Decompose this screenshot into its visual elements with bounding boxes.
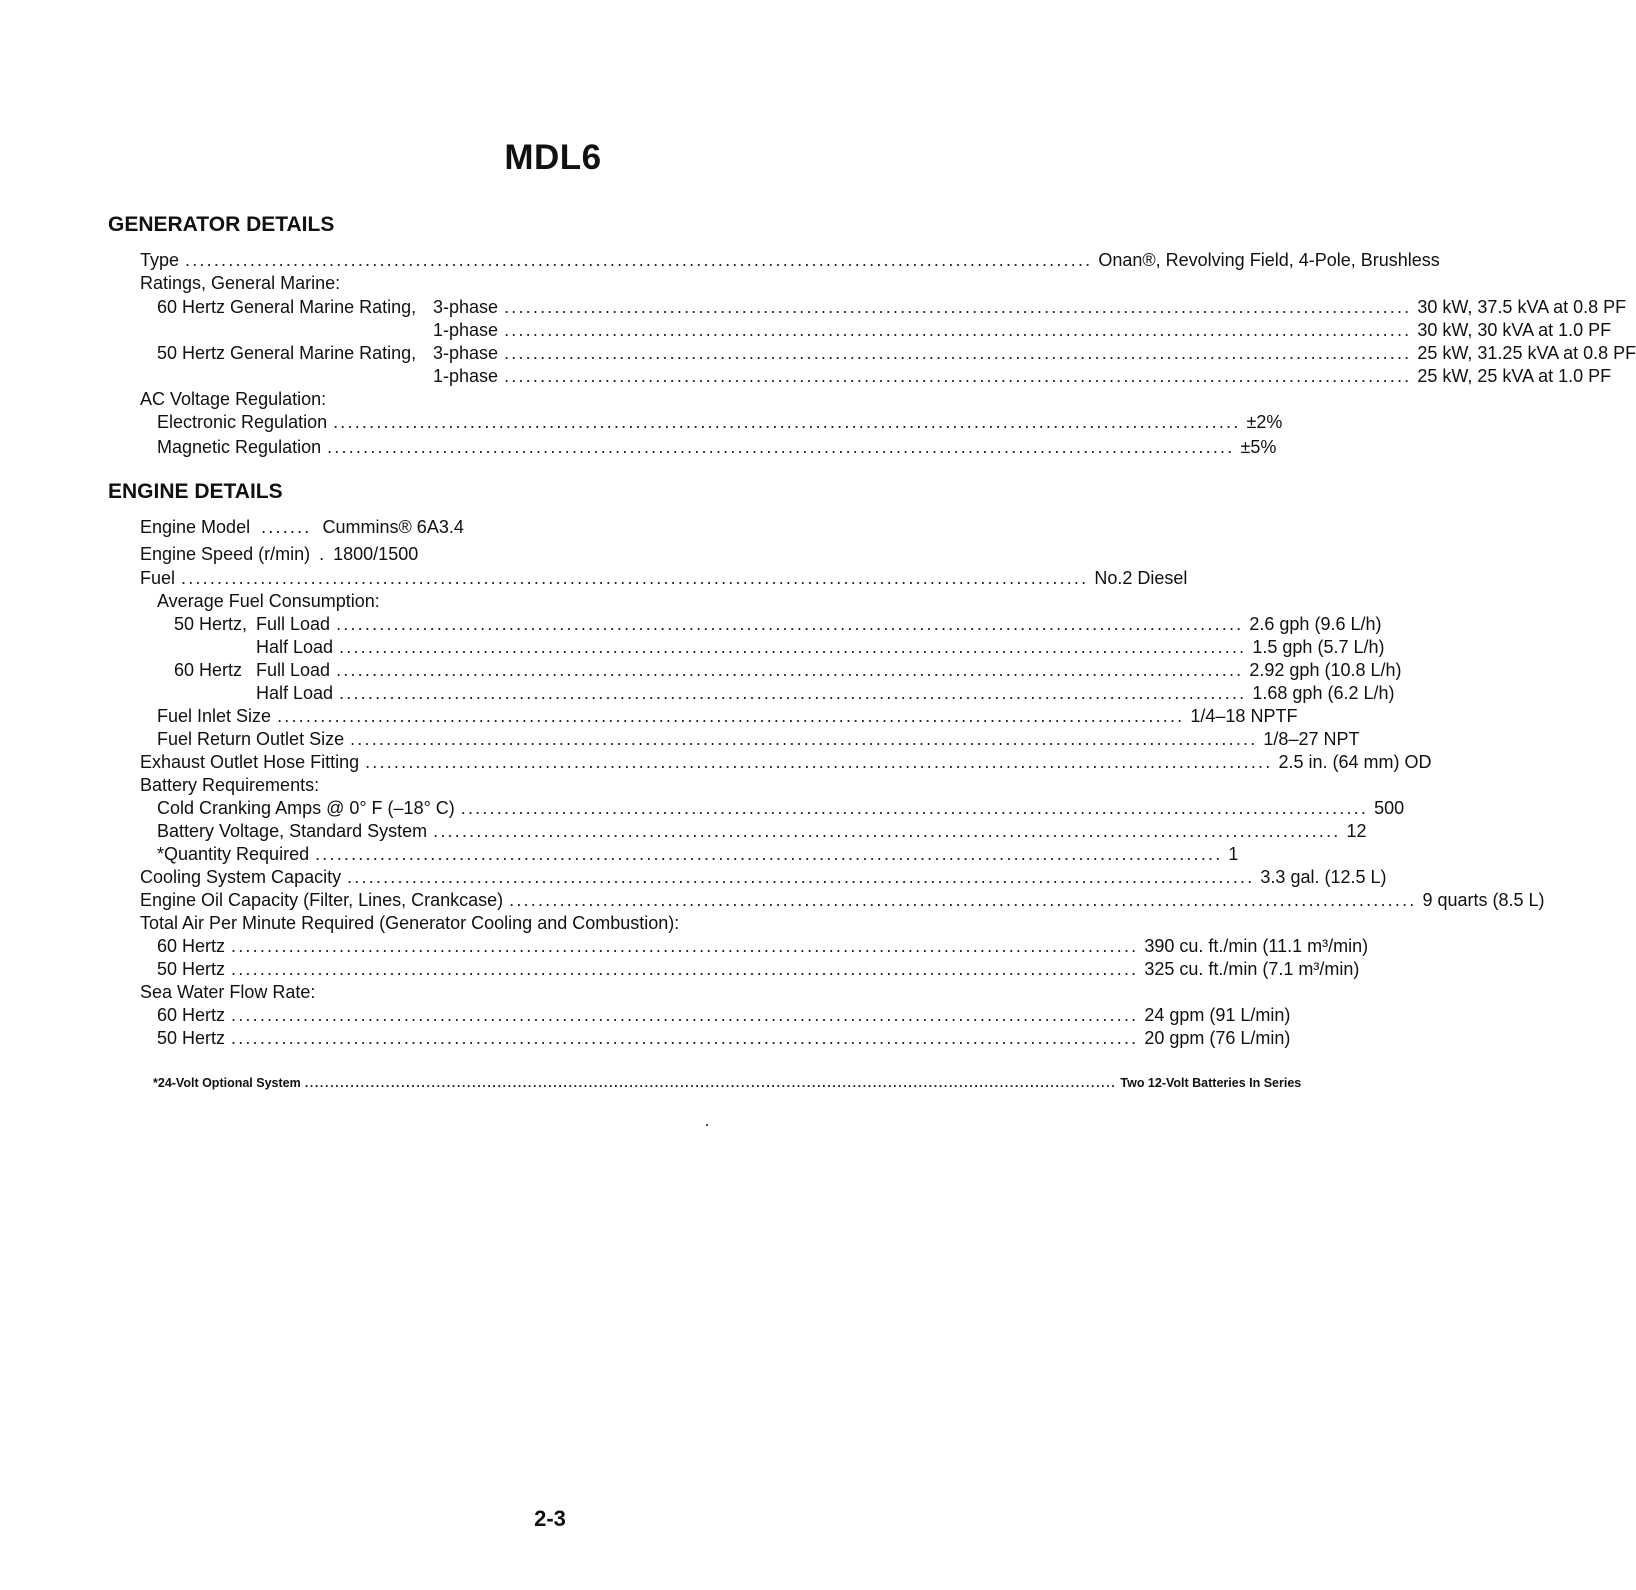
engine-model-value: Cummins® 6A3.4 bbox=[322, 517, 464, 537]
quantity-value: 1 bbox=[1228, 844, 1239, 864]
footnote-value: Two 12-Volt Batteries In Series bbox=[1120, 1076, 1302, 1090]
avg-fuel-consumption-label: Average Fuel Consumption: bbox=[157, 591, 380, 611]
fuel-inlet-row bbox=[157, 705, 1298, 727]
page-number: 2-3 bbox=[534, 1506, 566, 1531]
sea-50hz-value: 20 gpm (76 L/min) bbox=[1144, 1028, 1291, 1048]
leader-dots: . bbox=[319, 544, 325, 564]
leader-dots: .............................................................................................................................. bbox=[504, 366, 1412, 386]
rating-value: 25 kW, 31.25 kVA at 0.8 PF bbox=[1417, 343, 1636, 363]
consumption-value: 2.6 gph (9.6 L/h) bbox=[1249, 614, 1382, 634]
leader-dots: .............................................................................................................................. bbox=[347, 867, 1255, 887]
air-60hz-value: 390 cu. ft./min (11.1 m³/min) bbox=[1144, 936, 1369, 956]
scan-speck bbox=[706, 1124, 708, 1126]
quantity-label: *Quantity Required bbox=[157, 844, 310, 864]
footnote-label: *24-Volt Optional System bbox=[153, 1076, 301, 1090]
leader-dots: .............................................................................................................................. bbox=[350, 729, 1258, 749]
load-label: Full Load bbox=[256, 614, 331, 634]
magnetic-regulation-row bbox=[157, 436, 1277, 458]
leader-dots: .............................................................................................................................. bbox=[433, 821, 1341, 841]
leader-dots: .............................................................................................................................. bbox=[339, 637, 1247, 657]
rating-value: 30 kW, 30 kVA at 1.0 PF bbox=[1417, 320, 1612, 340]
leader-dots: .............................................................................................................................. bbox=[336, 660, 1244, 680]
phase-label: 3-phase bbox=[433, 343, 499, 363]
oil-capacity-value: 9 quarts (8.5 L) bbox=[1422, 890, 1545, 910]
leader-dots: .............................................................................................................................. bbox=[339, 683, 1247, 703]
fuel-inlet-label: Fuel Inlet Size bbox=[157, 706, 272, 726]
rating-value: 30 kW, 37.5 kVA at 0.8 PF bbox=[1417, 297, 1627, 317]
leader-dots: .............................................................................................................................. bbox=[504, 320, 1412, 340]
electronic-regulation-value: ±2% bbox=[1246, 412, 1283, 432]
rating-value: 25 kW, 25 kVA at 1.0 PF bbox=[1417, 366, 1612, 386]
leader-dots: .............................................................................................................................. bbox=[509, 890, 1417, 910]
fuel-50hz-full-row bbox=[256, 613, 1382, 635]
fuel-60hz-full-row bbox=[256, 659, 1402, 681]
leader-dots: .............................................................................................................................. bbox=[504, 343, 1412, 363]
oil-capacity-row bbox=[140, 889, 1545, 911]
fuel-inlet-value: 1/4–18 NPTF bbox=[1190, 706, 1298, 726]
sea-60hz-value: 24 gpm (91 L/min) bbox=[1144, 1005, 1291, 1025]
leader-dots: .............................................................................................................................. bbox=[327, 437, 1235, 457]
fuel-row bbox=[140, 567, 1188, 589]
engine-model-row bbox=[140, 516, 464, 538]
leader-dots: ................................................................................................................................................................ bbox=[304, 1076, 1117, 1090]
type-label: Type bbox=[140, 250, 180, 270]
engine-speed-row bbox=[140, 543, 418, 565]
leader-dots: .............................................................................................................................. bbox=[231, 936, 1139, 956]
exhaust-label: Exhaust Outlet Hose Fitting bbox=[140, 752, 360, 772]
consumption-value: 2.92 gph (10.8 L/h) bbox=[1249, 660, 1402, 680]
oil-capacity-label: Engine Oil Capacity (Filter, Lines, Crankcase) bbox=[140, 890, 504, 910]
rating-60hz-label: 60 Hertz General Marine Rating, bbox=[157, 297, 417, 317]
load-label: Half Load bbox=[256, 683, 334, 703]
exhaust-row bbox=[140, 751, 1432, 773]
sea-50hz-row bbox=[157, 1027, 1291, 1049]
leader-dots: .............................................................................................................................. bbox=[365, 752, 1273, 772]
leader-dots: ....... bbox=[261, 517, 312, 537]
sea-water-flow-label: Sea Water Flow Rate: bbox=[140, 982, 316, 1002]
footnote bbox=[153, 1074, 1302, 1092]
leader-dots: .............................................................................................................................. bbox=[336, 614, 1244, 634]
type-row bbox=[140, 249, 1440, 271]
consumption-value: 1.68 gph (6.2 L/h) bbox=[1252, 683, 1395, 703]
electronic-regulation-label: Electronic Regulation bbox=[157, 412, 328, 432]
engine-model-label: Engine Model bbox=[140, 517, 251, 537]
cooling-capacity-row bbox=[140, 866, 1387, 888]
cooling-capacity-value: 3.3 gal. (12.5 L) bbox=[1260, 867, 1387, 887]
sea-60hz-row bbox=[157, 1004, 1291, 1026]
generator-details-heading: GENERATOR DETAILS bbox=[108, 213, 335, 236]
battery-voltage-label: Battery Voltage, Standard System bbox=[157, 821, 428, 841]
phase-label: 3-phase bbox=[433, 297, 499, 317]
rating-60hz-1phase-row bbox=[433, 319, 1612, 341]
air-60hz-row bbox=[157, 935, 1369, 957]
sea-60hz-label: 60 Hertz bbox=[157, 1005, 226, 1025]
magnetic-regulation-value: ±5% bbox=[1240, 437, 1277, 457]
type-value: Onan®, Revolving Field, 4-Pole, Brushless bbox=[1098, 250, 1440, 270]
fuel-50hz-label: 50 Hertz, bbox=[174, 614, 248, 634]
cca-label: Cold Cranking Amps @ 0° F (–18° C) bbox=[157, 798, 455, 818]
load-label: Half Load bbox=[256, 637, 334, 657]
fuel-60hz-label: 60 Hertz bbox=[174, 660, 243, 680]
leader-dots: .............................................................................................................................. bbox=[315, 844, 1223, 864]
cooling-capacity-label: Cooling System Capacity bbox=[140, 867, 342, 887]
fuel-return-label: Fuel Return Outlet Size bbox=[157, 729, 345, 749]
air-50hz-value: 325 cu. ft./min (7.1 m³/min) bbox=[1144, 959, 1360, 979]
magnetic-regulation-label: Magnetic Regulation bbox=[157, 437, 322, 457]
quantity-row bbox=[157, 843, 1239, 865]
consumption-value: 1.5 gph (5.7 L/h) bbox=[1252, 637, 1385, 657]
fuel-return-row bbox=[157, 728, 1360, 750]
cca-row bbox=[157, 797, 1405, 819]
phase-label: 1-phase bbox=[433, 366, 499, 386]
load-label: Full Load bbox=[256, 660, 331, 680]
leader-dots: .............................................................................................................................. bbox=[277, 706, 1185, 726]
exhaust-value: 2.5 in. (64 mm) OD bbox=[1278, 752, 1432, 772]
fuel-60hz-half-row bbox=[256, 682, 1395, 704]
phase-label: 1-phase bbox=[433, 320, 499, 340]
fuel-50hz-half-row bbox=[256, 636, 1385, 658]
leader-dots: .............................................................................................................................. bbox=[504, 297, 1412, 317]
fuel-label: Fuel bbox=[140, 568, 176, 588]
engine-details-heading: ENGINE DETAILS bbox=[108, 480, 283, 503]
battery-voltage-row bbox=[157, 820, 1367, 842]
engine-speed-label: Engine Speed (r/min) bbox=[140, 544, 311, 564]
sea-50hz-label: 50 Hertz bbox=[157, 1028, 226, 1048]
rating-60hz-3phase-row bbox=[433, 296, 1627, 318]
fuel-return-value: 1/8–27 NPT bbox=[1263, 729, 1360, 749]
electronic-regulation-row bbox=[157, 411, 1283, 433]
leader-dots: .............................................................................................................................. bbox=[185, 250, 1093, 270]
air-60hz-label: 60 Hertz bbox=[157, 936, 226, 956]
fuel-value: No.2 Diesel bbox=[1094, 568, 1188, 588]
battery-requirements-label: Battery Requirements: bbox=[140, 775, 320, 795]
rating-50hz-label: 50 Hertz General Marine Rating, bbox=[157, 343, 417, 363]
air-50hz-row bbox=[157, 958, 1360, 980]
leader-dots: .............................................................................................................................. bbox=[231, 1005, 1139, 1025]
leader-dots: .............................................................................................................................. bbox=[460, 798, 1369, 818]
leader-dots: .............................................................................................................................. bbox=[181, 568, 1089, 588]
ac-voltage-regulation-label: AC Voltage Regulation: bbox=[140, 389, 327, 409]
battery-voltage-value: 12 bbox=[1346, 821, 1367, 841]
engine-speed-value: 1800/1500 bbox=[333, 544, 419, 564]
air-50hz-label: 50 Hertz bbox=[157, 959, 226, 979]
rating-50hz-1phase-row bbox=[433, 365, 1612, 387]
leader-dots: .............................................................................................................................. bbox=[333, 412, 1241, 432]
rating-50hz-3phase-row bbox=[433, 342, 1636, 364]
cca-value: 500 bbox=[1374, 798, 1405, 818]
page-title: MDL6 bbox=[504, 138, 602, 177]
total-air-label: Total Air Per Minute Required (Generator Cooling and Combustion): bbox=[140, 913, 680, 933]
leader-dots: .............................................................................................................................. bbox=[231, 959, 1139, 979]
ratings-label: Ratings, General Marine: bbox=[140, 273, 341, 293]
leader-dots: .............................................................................................................................. bbox=[231, 1028, 1139, 1048]
